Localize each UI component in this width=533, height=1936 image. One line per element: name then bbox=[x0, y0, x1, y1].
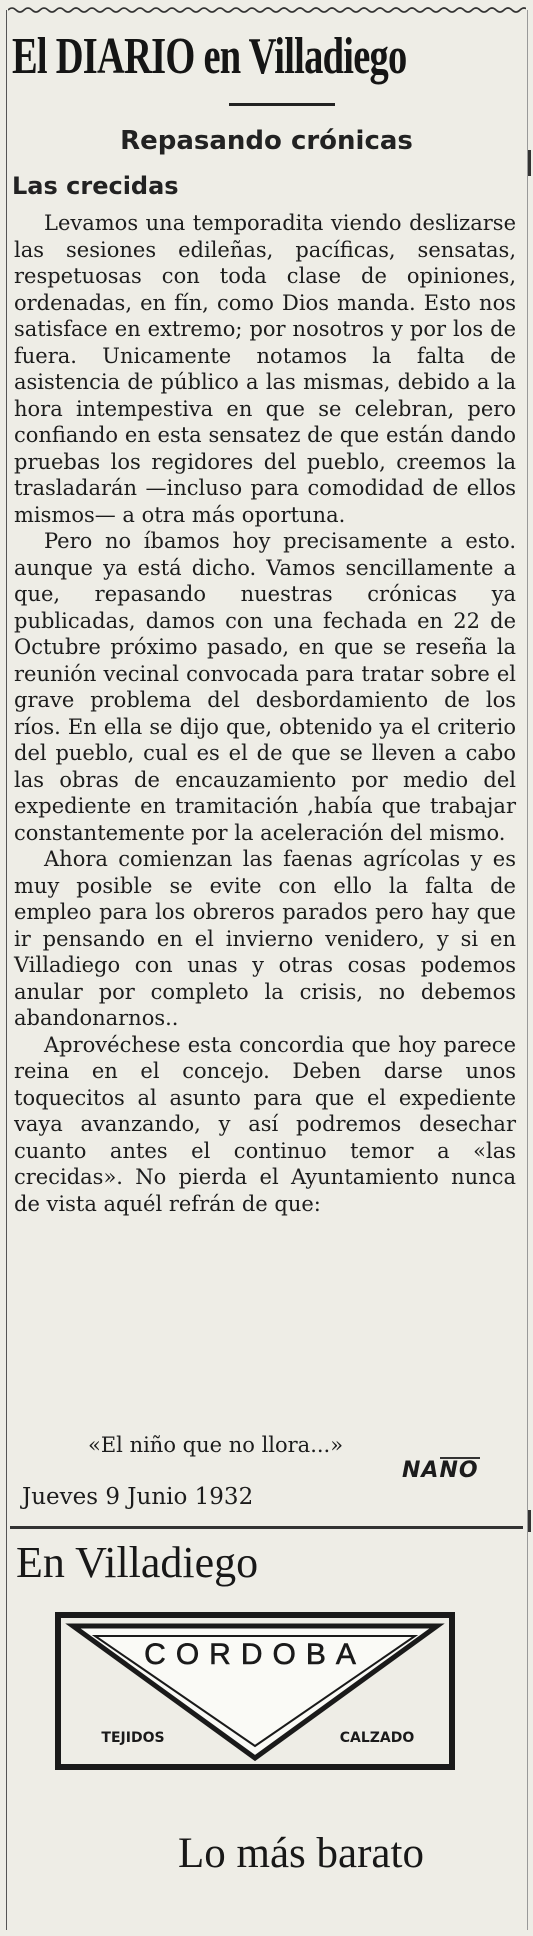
decorative-wavy-border bbox=[8, 6, 526, 14]
article-quote: «El niño que no llora...» bbox=[88, 1433, 344, 1457]
right-column-rule bbox=[527, 10, 528, 1930]
author-signature: NANO bbox=[402, 1458, 479, 1483]
ad-heading: En Villadiego bbox=[16, 1538, 259, 1587]
masthead-underline bbox=[229, 103, 335, 106]
masthead-title: El DIARIO en Villadiego bbox=[12, 28, 407, 85]
left-column-rule bbox=[6, 10, 7, 1930]
article-paragraph: Aprovéchese esta concordia que hoy parece reina en el concejo. Deben darse unos toquecitos al asunto para que el expediente vaya avanzando, y así podremos desechar cuanto antes el continuo temor a «las crecidas». No pierda el Ayuntamiento nunca de vista aquél refrán de que: bbox=[14, 1032, 516, 1216]
logo-right-label: CALZADO bbox=[339, 1730, 415, 1746]
article-paragraph: Levamos una temporadita viendo deslizarse las sesiones edileñas, pacíficas, sensatas, respetuosas con toda clase de opiniones, ordenadas, en fín, como Dios manda. Esto nos satisface en extremo; por nosotros y por los de fuera. Unicamente notamos la falta de asistencia de público a las mismas, debido a la hora intempestiva en que se celebran, pero confiando en esta sensatez de que están dando pruebas los regidores del pueblo, creemos la trasladarán —incluso para comodidad de ellos mismos— a otra más oportuna. bbox=[14, 211, 516, 527]
logo-wordmark: CORDOBA bbox=[144, 1638, 366, 1671]
dateline: Jueves 9 Junio 1932 bbox=[22, 1484, 254, 1510]
article-body bbox=[14, 210, 516, 1217]
margin-mark bbox=[528, 1510, 531, 1532]
section-separator bbox=[10, 1526, 523, 1529]
logo-left-label: TEJIDOS bbox=[101, 1730, 165, 1746]
cordoba-logo bbox=[55, 1612, 455, 1770]
article-paragraph: Pero no íbamos hoy precisamente a esto. aunque ya está dicho. Vamos sencillamente a que, repasando nuestras crónicas ya publicadas, damos con una fechada en 22 de Octubre próximo pasado, en que se reseña la reunión vecinal convocada para tratar sobre el grave problema del desbordamiento de los ríos. En ella se dijo que, obtenido ya el criterio del pueblo, cual es el de que se lleven a cabo las obras de encauzamiento por medio del expediente en tramitación ,había que trabajar constantemente por la aceleración del mismo. bbox=[14, 529, 516, 845]
article-subtitle: Las crecidas bbox=[12, 172, 179, 200]
section-title: Repasando crónicas bbox=[120, 126, 413, 156]
ad-tagline: Lo más barato bbox=[178, 1830, 424, 1877]
article-paragraph: Ahora comienzan las faenas agrícolas y es muy posible se evite con ello la falta de empleo para los obreros parados pero hay que ir pensando en el invierno venidero, y si en Villadiego con unas y otras cosas podemos anular por completo la crisis, no debemos abandonarnos.. bbox=[14, 847, 516, 1030]
